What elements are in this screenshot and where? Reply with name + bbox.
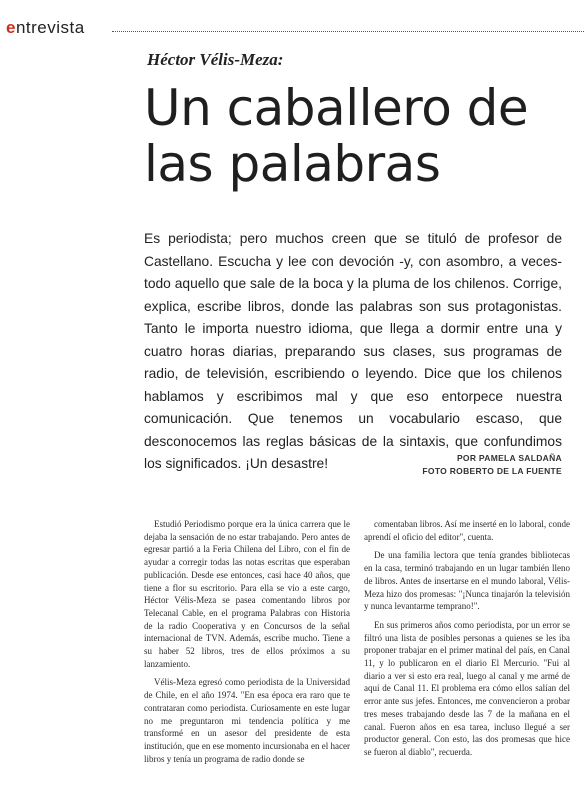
article-headline	[144, 80, 574, 192]
body-column-right	[364, 518, 570, 765]
body-paragraph: En sus primeros años como periodista, por un error se filtró una lista de posibles personas a quienes se les iba proponer trabajar en el primer matinal del país, en Canal 11, y lo publicaron en el diario El Mercurio. "Fui al diario a ver si esto era real, luego al canal y me armé de aquí de Canal 11. El problema era cómo ellos salían del error ante sus jefes. Entonces, me convencieron a probar tres meses trabajando desde las 7 de la mañana en el canal. Fueron años en esa tarea, incluso llegué a ser productor general. Con esto, las dos promesas que hice se fueron al diablo", recuerda.	[364, 619, 570, 757]
body-column-left	[144, 518, 350, 771]
article-kicker: Héctor Vélis-Meza:	[147, 50, 284, 69]
body-paragraph: Vélis-Meza egresó como periodista de la Universidad de Chile, en el año 1974. "En esa época era raro que te contrataran como periodista. Curiosamente en este lugar no me preguntaron mi tendencia política y me transformé en un asesor del presidente de esta institución, que en ese momento incursionaba en el hacer libros y tenía un programa de radio donde se	[144, 677, 350, 764]
article-body	[144, 518, 570, 793]
section-label	[6, 18, 85, 38]
section-label-rest: ntrevista	[15, 18, 85, 37]
author-credit: POR PAMELA SALDAÑA	[456, 453, 562, 463]
section-label-initial: e	[6, 18, 16, 37]
headline-line-2: las palabras	[144, 135, 441, 193]
body-paragraph: De una familia lectora que tenía grandes bibliotecas en la casa, terminó trabajando en un lugar también lleno de libros. Antes de insertarse en el mundo laboral, Vélis-Meza hizo dos promesas: "¡Nunca tinajarón la televisión y nunca levantarme temprano!".	[364, 550, 570, 612]
photo-credit: FOTO ROBERTO DE LA FUENTE	[422, 466, 562, 476]
section-rule	[112, 31, 584, 32]
lead-paragraph: Es periodista; pero muchos creen que se tituló de profesor de Castellano. Escucha y lee con devoción -y, con asombro, a veces- todo aquello que sale de la boca y la pluma de los chilenos. Corrige, explica, escribe libros, donde las palabras son sus protagonistas. Tanto le importa nuestro idioma, que llega a dormir entre una y cuatro horas diarias, preparando sus clases, sus programas de radio, de televisión, escribiendo o leyendo. Dice que los chilenos hablamos y escribimos mal y que eso entorpece nuestra comunicación. Que tenemos un vocabulario escaso, que desconocemos las reglas básicas de la sintaxis, que confundimos los significados. ¡Un desastre!	[144, 231, 562, 471]
credits	[422, 452, 562, 478]
body-paragraph: comentaban libros. Así me inserté en lo laboral, conde aprendí el oficio del editor", cuenta.	[364, 519, 570, 542]
headline-line-1: Un caballero de	[144, 79, 529, 137]
body-paragraph: Estudió Periodismo porque era la única carrera que le dejaba la sensación de no estar trabajando. Pero antes de egresar partió a la Feria Chilena del Libro, con el fin de ayudar a corregir todas las notas escritas que esperaban publicación. Desde ese entonces, casi hace 40 años, que tiene a flor su escritorio. Para ella se vio a este cargo, Héctor Vélis-Meza se pasea comentando libros por Telecanal Cable, en el programa Palabras con Historia de la radio Cooperativa y en Concursos de la señal internacional de TVN. Además, escribe mucho. Tiene a su haber 52 libros, tres de ellos próximos a su lanzamiento.	[144, 519, 350, 669]
